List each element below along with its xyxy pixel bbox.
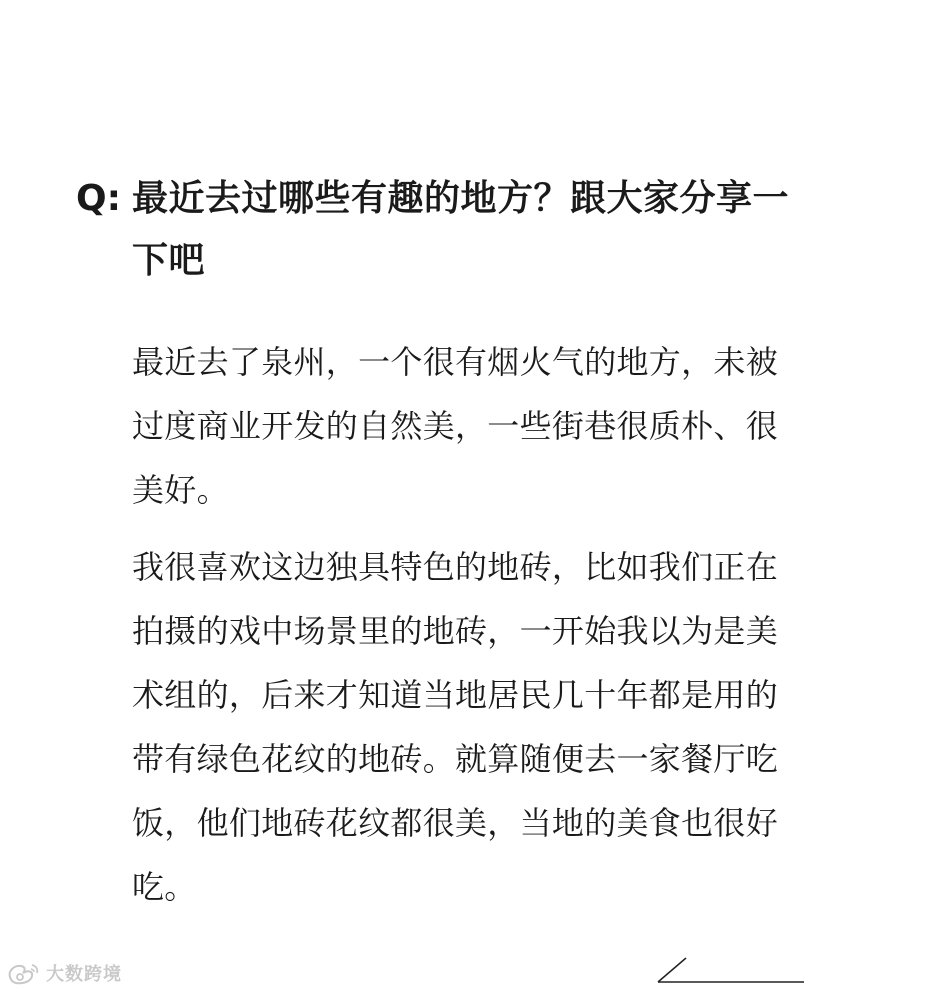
- watermark: [6, 958, 122, 988]
- answer-paragraph-2: 我很喜欢这边独具特色的地砖，比如我们正在拍摄的戏中场景里的地砖，一开始我以为是美术组的，后来才知道当地居民几十年都是用的带有绿色花纹的地砖。就算随便去一家餐厅吃饭，他们地砖花纹都很美，当地的美食也很好吃。: [132, 548, 779, 906]
- weibo-style-logo-icon: [6, 961, 40, 985]
- watermark-text: 大数跨境: [46, 964, 122, 985]
- question-block: [76, 168, 816, 292]
- question-prefix: Q:: [76, 178, 121, 219]
- question-text: 最近去过哪些有趣的地方？跟大家分享一下吧: [132, 178, 790, 281]
- corner-line-decoration: [654, 954, 806, 986]
- answer-paragraph-1: 最近去了泉州，一个很有烟火气的地方，未被过度商业开发的自然美，一些街巷很质朴、很美好。: [132, 343, 779, 509]
